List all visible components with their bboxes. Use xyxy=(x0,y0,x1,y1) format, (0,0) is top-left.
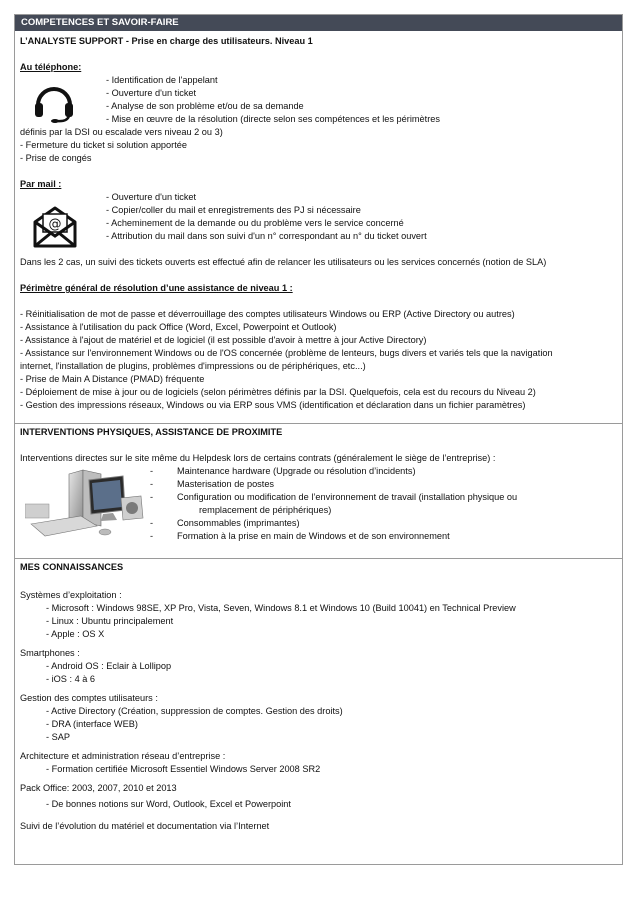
section-header: COMPETENCES ET SAVOIR-FAIRE xyxy=(15,15,622,31)
perimeter-line: - Gestion des impressions réseaux, Windows ou via ERP sous VMS (identification et déclaration dans un fichier paramètres) xyxy=(20,400,526,410)
interventions-section xyxy=(14,424,623,559)
knowledge-heading: Smartphones : xyxy=(20,648,80,658)
mail-step: - Ouverture d'un ticket xyxy=(106,192,197,202)
computer-icon xyxy=(25,468,147,540)
perimeter-line: internet, l'installation de plugins, problèmes d'impressions ou de périphériques, etc...) xyxy=(20,361,366,371)
knowledge-item: - Apple : OS X xyxy=(46,629,105,639)
knowledge-item: - SAP xyxy=(46,732,70,742)
intervention-item-continuation: remplacement de périphériques) xyxy=(199,505,332,515)
intervention-item: - Maintenance hardware (Upgrade ou résolution d’incidents) xyxy=(150,466,416,476)
mail-step: - Copier/coller du mail et enregistrements des PJ si nécessaire xyxy=(106,205,361,215)
intervention-item: - Configuration ou modification de l’environnement de travail (installation physique ou xyxy=(150,492,518,502)
connaissances-section xyxy=(14,559,623,865)
cv-page xyxy=(14,14,623,865)
analyst-title: L’ANALYSTE SUPPORT - Prise en charge des utilisateurs. Niveau 1 xyxy=(20,36,313,46)
perimeter-line: - Assistance à l'utilisation du pack Office (Word, Excel, Powerpoint et Outlook) xyxy=(20,322,337,332)
footer-note: Suivi de l’évolution du matériel et documentation via l’Internet xyxy=(20,821,270,831)
knowledge-heading: Pack Office: 2003, 2007, 2010 et 2013 xyxy=(20,783,177,793)
knowledge-heading: Systèmes d’exploitation : xyxy=(20,590,122,600)
knowledge-item: - DRA (interface WEB) xyxy=(46,719,138,729)
perimeter-line: - Assistance à l'ajout de matériel et de logiciel (il est possible d'avoir à mettre à jour Active Directory) xyxy=(20,335,427,345)
phone-step: - Analyse de son problème et/ou de sa demande xyxy=(106,101,304,111)
interventions-title: INTERVENTIONS PHYSIQUES, ASSISTANCE DE PROXIMITE xyxy=(20,427,283,437)
phone-line: - Prise de congés xyxy=(20,153,92,163)
mail-step: - Acheminement de la demande ou du problème vers le service concerné xyxy=(106,218,404,228)
knowledge-item: - Android OS : Eclair à Lollipop xyxy=(46,661,172,671)
knowledge-item: - Microsoft : Windows 98SE, XP Pro, Vista, Seven, Windows 8.1 et Windows 10 (Build 10041) en Technical Preview xyxy=(46,603,516,613)
phone-line: définis par la DSI ou escalade vers niveau 2 ou 3) xyxy=(20,127,223,137)
perimeter-line: - Prise de Main A Distance (PMAD) fréquente xyxy=(20,374,205,384)
perimeter-line: - Déploiement de mise à jour ou de logiciels (selon périmètres définis par la DSI. Quelquefois, cela est du recours du Niveau 2) xyxy=(20,387,536,397)
mail-step: - Attribution du mail dans son suivi d'un n° correspondant au n° du ticket ouvert xyxy=(106,231,427,241)
perimeter-line: - Assistance sur l'environnement Windows ou de l'OS concernée (problème de lenteurs, bugs divers et variés tels que la navigation xyxy=(20,348,553,358)
phone-step: - Ouverture d'un ticket xyxy=(106,88,197,98)
knowledge-item: - Linux : Ubuntu principalement xyxy=(46,616,174,626)
mail-icon xyxy=(32,204,78,248)
phone-heading: Au téléphone: xyxy=(20,62,82,72)
mail-heading: Par mail : xyxy=(20,179,62,189)
connaissances-title: MES CONNAISSANCES xyxy=(20,562,124,572)
phone-line: - Fermeture du ticket si solution apportée xyxy=(20,140,187,150)
knowledge-item: - iOS : 4 à 6 xyxy=(46,674,96,684)
knowledge-item: - Formation certifiée Microsoft Essentiel Windows Server 2008 SR2 xyxy=(46,764,321,774)
intervention-item: - Formation à la prise en main de Windows et de son environnement xyxy=(150,531,450,541)
competences-section xyxy=(14,14,623,424)
headset-icon xyxy=(33,81,75,123)
svg-text:@: @ xyxy=(48,217,62,232)
perimeter-line: - Réinitialisation de mot de passe et déverrouillage des comptes utilisateurs Windows ou ERP (Active Directory ou autres) xyxy=(20,309,515,319)
intervention-item: - Masterisation de postes xyxy=(150,479,275,489)
sla-text: Dans les 2 cas, un suivi des tickets ouverts est effectué afin de relancer les utilisateurs ou les services concernés (notion de SLA) xyxy=(20,257,547,267)
interventions-intro: Interventions directes sur le site même du Helpdesk lors de certains contrats (généralement le siège de l’entreprise) : xyxy=(20,453,496,463)
knowledge-item: - Active Directory (Création, suppression de comptes. Gestion des droits) xyxy=(46,706,343,716)
phone-step: - Mise en œuvre de la résolution (directe selon ses compétences et les périmètres xyxy=(106,114,440,124)
knowledge-item: - De bonnes notions sur Word, Outlook, Excel et Powerpoint xyxy=(46,799,291,809)
knowledge-heading: Gestion des comptes utilisateurs : xyxy=(20,693,158,703)
perimeter-heading: Périmètre général de résolution d’une assistance de niveau 1 : xyxy=(20,283,293,293)
phone-step: - Identification de l'appelant xyxy=(106,75,218,85)
intervention-item: - Consommables (imprimantes) xyxy=(150,518,300,528)
knowledge-heading: Architecture et administration réseau d’entreprise : xyxy=(20,751,226,761)
